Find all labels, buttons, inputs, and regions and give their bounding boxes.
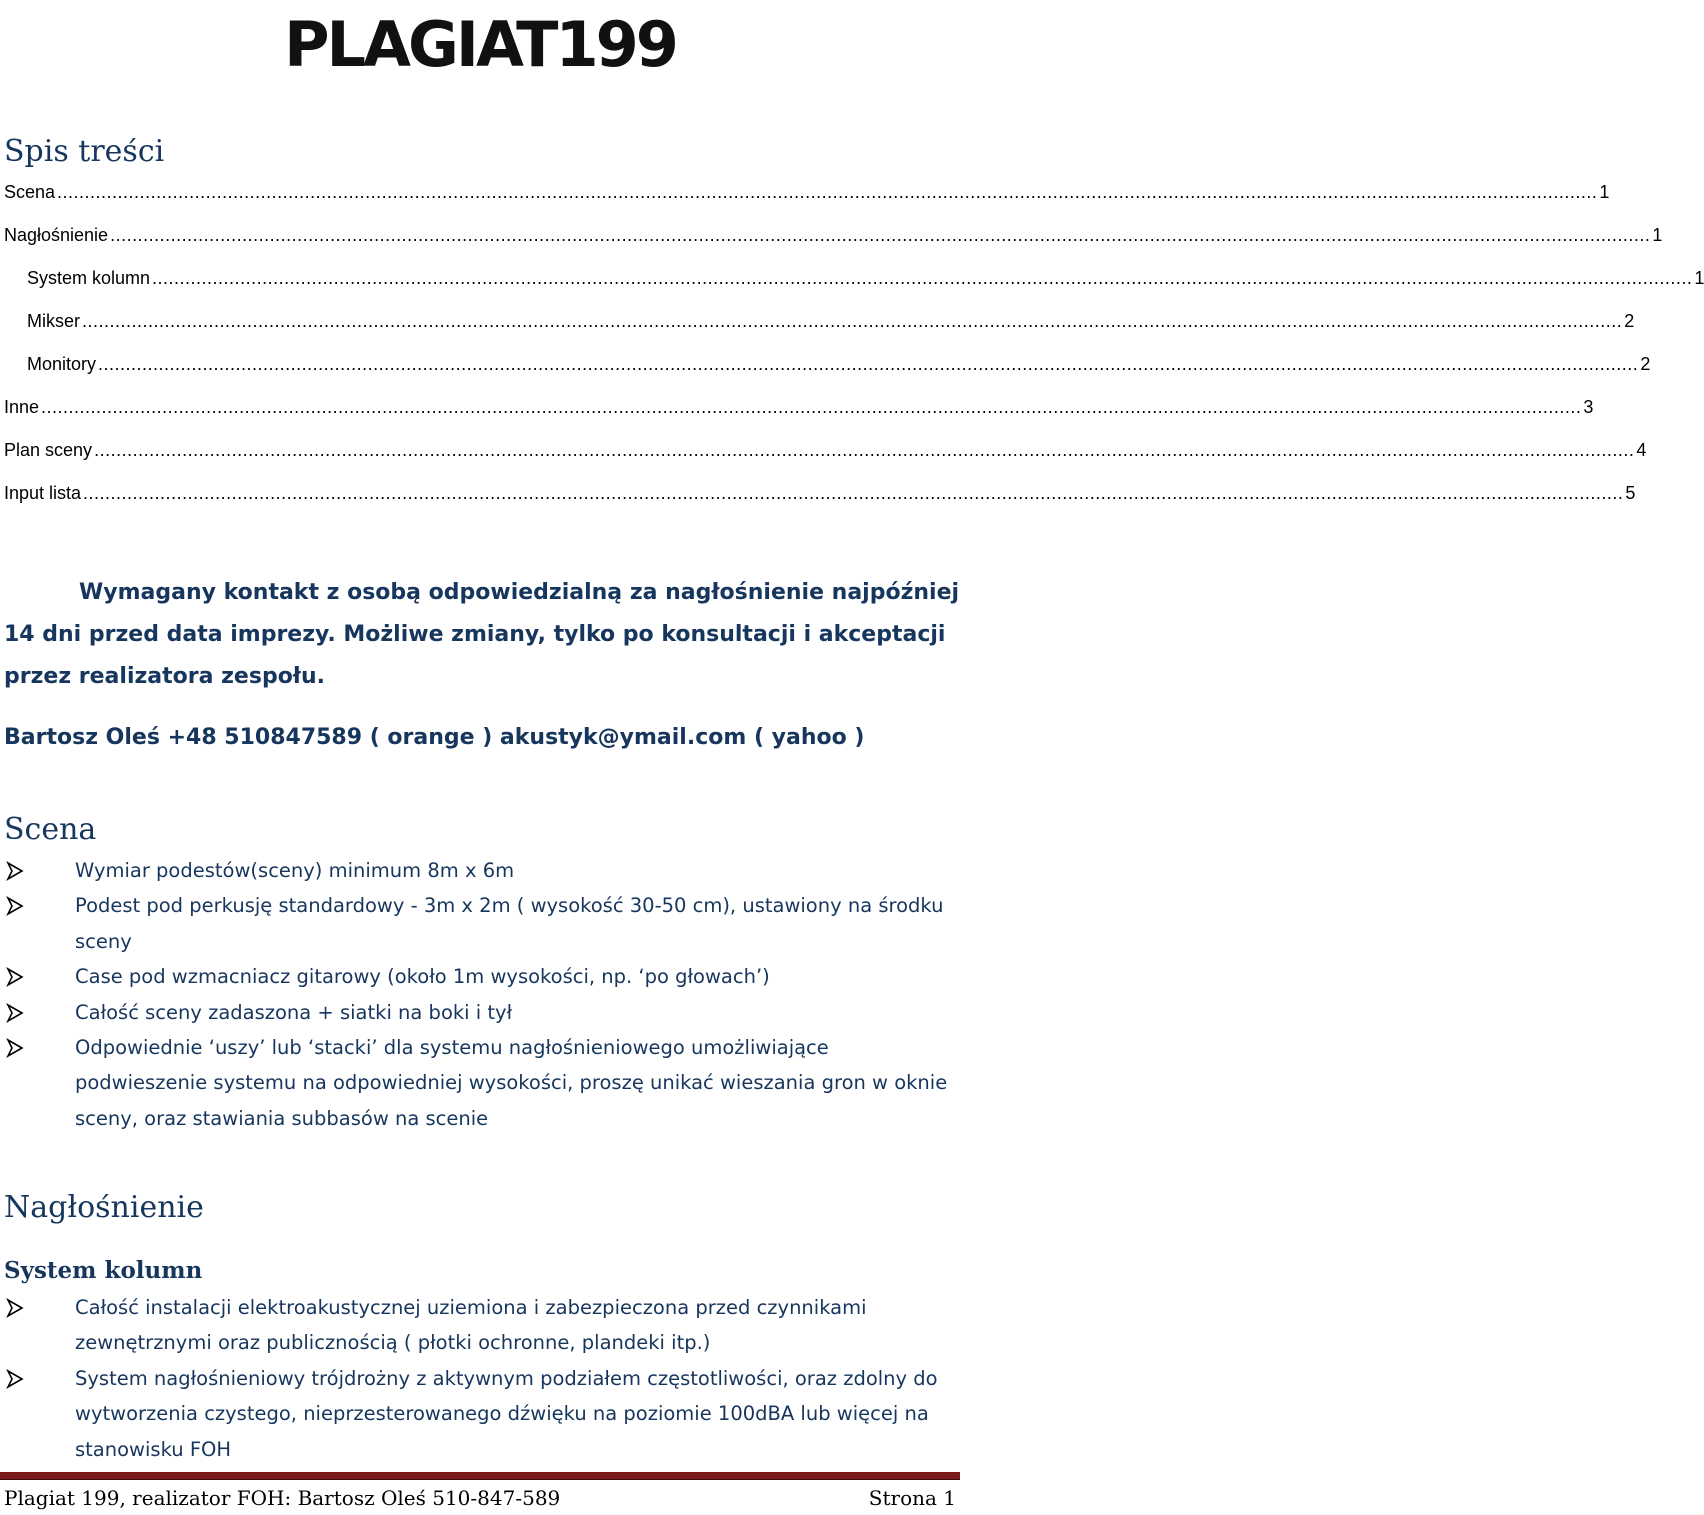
notice-line-3: przez realizatora zespołu. [4,664,325,689]
arrow-bullet-icon [6,862,24,880]
toc-entry-naglosnienie[interactable]: Nagłośnienie ..... 1 [0,224,955,246]
arrow-bullet-icon [6,1039,24,1057]
footer-left-text: Plagiat 199, realizator FOH: Bartosz Oleś 510-847-589 [4,1486,561,1510]
footer-page-number: Strona 1 [868,1486,956,1510]
toc-leader [82,310,1622,332]
toc-page-number: 2 [1624,311,1635,331]
toc-page-number: 1 [1599,182,1610,202]
system-kolumn-list [0,1290,950,1467]
toc-title: Spis treści [4,134,165,169]
list-item: Odpowiednie ‘uszy’ lub ‘stacki’ dla systemu nagłośnieniowego umożliwiające podwieszenie systemu na odpowiedniej wysokości, proszę unikać wieszania gron w oknie sceny, oraz stawiania subbasów na scenie [0,1030,950,1136]
section-heading-scena: Scena [4,812,97,847]
toc-entry-monitory[interactable]: Monitory ..... 2 [0,353,955,375]
toc-leader [83,482,1623,504]
logo-graphic [284,0,676,81]
arrow-bullet-icon [6,1004,24,1022]
toc-leader [110,224,1650,246]
notice-line-1: Wymagany kontakt z osobą odpowiedzialną za nagłośnienie najpóźniej [79,580,960,605]
list-item: System nagłośnieniowy trójdrożny z aktywnym podziałem częstotliwości, oraz zdolny do wytworzenia czystego, nieprzesterowanego dźwięku na poziomie 100dBA lub więcej na stanowisku FOH [0,1361,950,1467]
toc-entry-input-lista[interactable]: Input lista ..... 5 [0,482,955,504]
notice-line-2: 14 dni przed data imprezy. Możliwe zmiany, tylko po konsultacji i akceptacji [4,622,946,647]
arrow-bullet-icon [6,968,24,986]
toc-page-number: 4 [1636,440,1647,460]
toc-entry-inne[interactable]: Inne ..... 3 [0,396,955,418]
toc-leader [41,396,1581,418]
toc-leader [152,267,1692,289]
subsection-heading-system-kolumn: System kolumn [4,1257,203,1284]
toc-entry-mikser[interactable]: Mikser ..... 2 [0,310,955,332]
toc-page-number: 5 [1625,483,1636,503]
toc-page-number: 1 [1694,268,1704,288]
toc-entry-plan-sceny[interactable]: Plan sceny ..... 4 [0,439,955,461]
logo-text: PLAGIAT199 [284,8,676,81]
list-item: Wymiar podestów(sceny) minimum 8m x 6m [0,853,950,888]
toc-leader [98,353,1638,375]
list-item: Podest pod perkusję standardowy - 3m x 2m ( wysokość 30-50 cm), ustawiony na środku sceny [0,888,950,959]
scena-list [0,853,950,1136]
arrow-bullet-icon [6,1370,24,1388]
arrow-bullet-icon [6,1299,24,1317]
toc-page-number: 2 [1640,354,1651,374]
contact-line: Bartosz Oleś +48 510847589 ( orange ) akustyk@ymail.com ( yahoo ) [4,725,865,750]
arrow-bullet-icon [6,897,24,915]
list-item: Całość sceny zadaszona + siatki na boki i tył [0,995,950,1030]
toc-entry-system-kolumn[interactable]: System kolumn ..... 1 [0,267,955,289]
toc-leader [94,439,1634,461]
section-heading-naglosnienie: Nagłośnienie [4,1190,204,1225]
footer-divider [0,1472,960,1480]
toc-leader [57,181,1597,203]
list-item: Case pod wzmacniacz gitarowy (około 1m wysokości, np. ‘po głowach’) [0,959,950,994]
toc-entry-scena[interactable]: Scena ..... 1 [0,181,955,203]
toc-page-number: 3 [1583,397,1594,417]
list-item: Całość instalacji elektroakustycznej uziemiona i zabezpieczona przed czynnikami zewnętrznymi oraz publicznością ( płotki ochronne, plandeki itp.) [0,1290,950,1361]
toc-page-number: 1 [1652,225,1663,245]
band-logo [0,0,960,80]
